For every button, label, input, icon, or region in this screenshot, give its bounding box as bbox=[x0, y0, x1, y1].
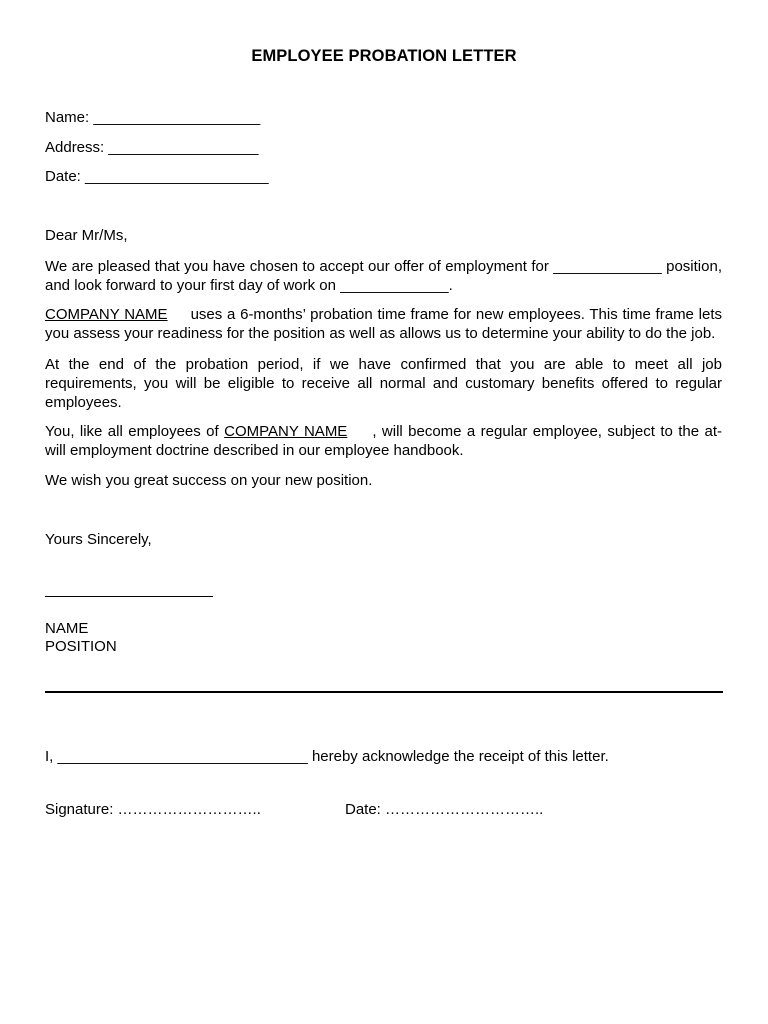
company-name-placeholder: COMPANY NAME bbox=[224, 423, 348, 440]
acknowledgement-date: Date: ………………………….. bbox=[345, 801, 544, 818]
paragraph-probation-text: uses a 6-months’ probation time frame for new employees. This time frame lets you assess your readiness for the position as well as allows us to determine your ability to do the job. bbox=[45, 306, 723, 342]
paragraph-offer: We are pleased that you have chosen to accept our offer of employment for _____________ position, and look forward to your first day of work on _____________. bbox=[45, 258, 722, 294]
paragraph-regular-employee-post: , will become a regular employee, subject to the at-will employment doctrine described in our employee handbook. bbox=[45, 423, 723, 459]
paragraph-end-of-probation: At the end of the probation period, if we have confirmed that you are able to meet all job requirements, you will be eligible to receive all normal and customary benefits offered to regular employees. bbox=[45, 356, 722, 411]
company-name-placeholder: COMPANY NAME bbox=[45, 306, 168, 323]
signer-name: NAME bbox=[45, 620, 89, 637]
signer-position: POSITION bbox=[45, 638, 117, 655]
paragraph-probation bbox=[45, 305, 722, 343]
paragraph-regular-employee-pre: You, like all employees of bbox=[45, 423, 219, 440]
paragraph-regular-employee bbox=[45, 422, 722, 460]
section-divider bbox=[45, 691, 723, 693]
page-title: EMPLOYEE PROBATION LETTER bbox=[251, 47, 517, 65]
date-field: Date: ______________________ bbox=[45, 168, 269, 185]
closing: Yours Sincerely, bbox=[45, 531, 152, 548]
acknowledgement-text: I, ______________________________ hereby acknowledge the receipt of this letter. bbox=[45, 748, 609, 765]
address-field: Address: __________________ bbox=[45, 139, 259, 156]
signature-line bbox=[45, 596, 213, 597]
name-field: Name: ____________________ bbox=[45, 109, 261, 126]
salutation: Dear Mr/Ms, bbox=[45, 227, 128, 244]
acknowledgement-signature: Signature: ……………………….. bbox=[45, 801, 261, 818]
paragraph-wish: We wish you great success on your new position. bbox=[45, 472, 373, 489]
